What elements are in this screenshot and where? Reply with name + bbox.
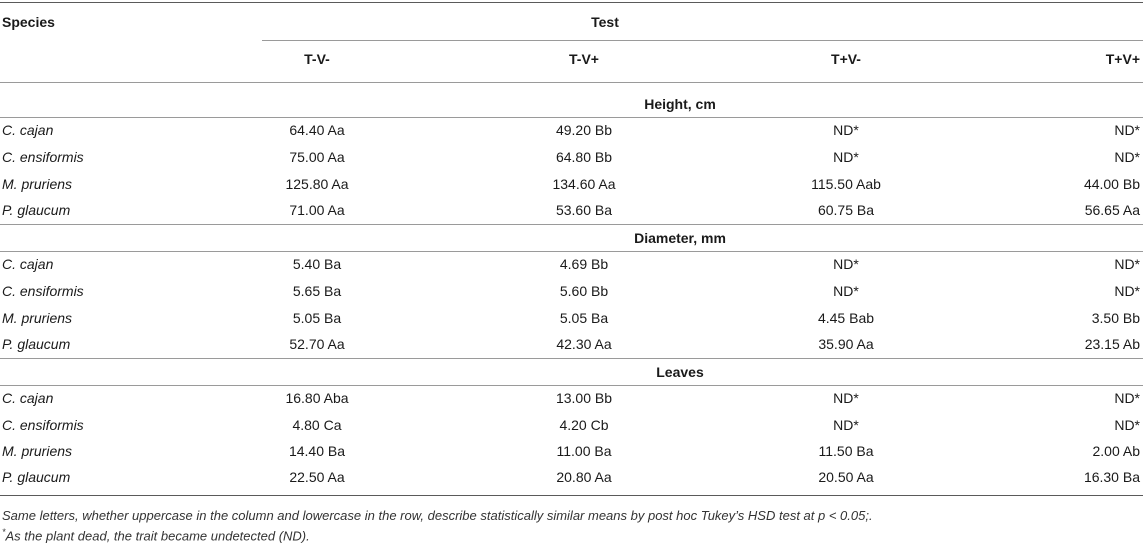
test-header-rule (262, 40, 1143, 41)
footnote-mark: * (2, 527, 6, 537)
value-cell: 4.69 Bb (559, 256, 609, 272)
species-header: Species (2, 14, 55, 30)
value-cell: ND* (1114, 122, 1140, 138)
value-cell: 49.20 Bb (555, 122, 613, 138)
footnote-nd-text: As the plant dead, the trait became undetected (ND). (5, 528, 310, 544)
value-cell: 2.00 Ab (1092, 443, 1140, 459)
section-title-diameter: Diameter, mm (634, 230, 726, 246)
value-cell: 75.00 Aa (289, 149, 345, 165)
species-cell: M. pruriens (2, 443, 73, 459)
value-cell: 16.80 Aba (285, 390, 349, 406)
value-cell: ND* (833, 122, 859, 138)
species-cell: M. pruriens (2, 176, 73, 192)
table-top-rule (0, 2, 1143, 3)
section-title-leaves: Leaves (656, 364, 704, 380)
value-cell: 60.75 Ba (817, 202, 875, 218)
species-cell: C. cajan (2, 256, 54, 272)
value-cell: 42.30 Aa (556, 336, 612, 352)
section-rule (0, 358, 1143, 359)
value-cell: ND* (833, 283, 859, 299)
column-header-tv-plus-plus: T+V+ (1105, 51, 1140, 67)
value-cell: 3.50 Bb (1091, 310, 1140, 326)
species-cell: C. ensiformis (2, 417, 84, 433)
value-cell: 16.30 Ba (1083, 469, 1140, 485)
species-cell: C. cajan (2, 122, 54, 138)
value-cell: 64.80 Bb (555, 149, 613, 165)
value-cell: 11.50 Ba (818, 443, 874, 459)
test-header: Test (591, 14, 619, 30)
species-cell: M. pruriens (2, 310, 73, 326)
value-cell: 5.05 Ba (559, 310, 609, 326)
value-cell: ND* (833, 390, 859, 406)
value-cell: 35.90 Aa (818, 336, 874, 352)
value-cell: 22.50 Aa (289, 469, 345, 485)
value-cell: 52.70 Aa (289, 336, 345, 352)
species-cell: P. glaucum (2, 469, 71, 485)
species-cell: C. cajan (2, 390, 54, 406)
section-rule (0, 224, 1143, 225)
value-cell: 71.00 Aa (289, 202, 345, 218)
section-rule (0, 117, 1143, 118)
value-cell: ND* (833, 256, 859, 272)
value-cell: 56.65 Aa (1084, 202, 1140, 218)
column-header-tv-minus-plus: T-V+ (569, 51, 599, 67)
value-cell: 53.60 Ba (555, 202, 613, 218)
value-cell: 5.05 Ba (292, 310, 342, 326)
section-rule (0, 385, 1143, 386)
value-cell: ND* (1114, 283, 1140, 299)
column-header-tv-minus-minus: T-V- (304, 51, 330, 67)
value-cell: 64.40 Aa (289, 122, 345, 138)
footnote-tukey: Same letters, whether uppercase in the column and lowercase in the row, describe statistically similar means by post hoc Tukey’s HSD test at p < 0.05;. (2, 508, 873, 523)
column-header-tv-plus-minus: T+V- (831, 51, 861, 67)
section-title-height: Height, cm (644, 96, 716, 112)
value-cell: 23.15 Ab (1084, 336, 1140, 352)
value-cell: 13.00 Bb (555, 390, 613, 406)
footnote-nd (2, 527, 310, 543)
value-cell: 20.50 Aa (818, 469, 874, 485)
value-cell: 5.40 Ba (292, 256, 342, 272)
section-rule (0, 251, 1143, 252)
species-cell: C. ensiformis (2, 283, 84, 299)
value-cell: 115.50 Aab (811, 176, 881, 192)
value-cell: 44.00 Bb (1083, 176, 1140, 192)
value-cell: ND* (833, 417, 859, 433)
value-cell: 5.65 Ba (292, 283, 342, 299)
value-cell: 14.40 Ba (288, 443, 346, 459)
value-cell: ND* (1114, 256, 1140, 272)
species-cell: C. ensiformis (2, 149, 84, 165)
value-cell: ND* (833, 149, 859, 165)
header-bottom-rule (0, 82, 1143, 83)
value-cell: 125.80 Aa (285, 176, 349, 192)
value-cell: 5.60 Bb (559, 283, 609, 299)
value-cell: ND* (1114, 390, 1140, 406)
species-cell: P. glaucum (2, 202, 71, 218)
value-cell: 11.00 Ba (556, 443, 612, 459)
value-cell: 4.45 Bab (817, 310, 875, 326)
value-cell: 4.20 Cb (559, 417, 609, 433)
value-cell: ND* (1114, 149, 1140, 165)
table-bottom-rule (0, 495, 1143, 496)
value-cell: 4.80 Ca (292, 417, 342, 433)
value-cell: ND* (1114, 417, 1140, 433)
species-cell: P. glaucum (2, 336, 71, 352)
value-cell: 20.80 Aa (556, 469, 612, 485)
value-cell: 134.60 Aa (552, 176, 616, 192)
